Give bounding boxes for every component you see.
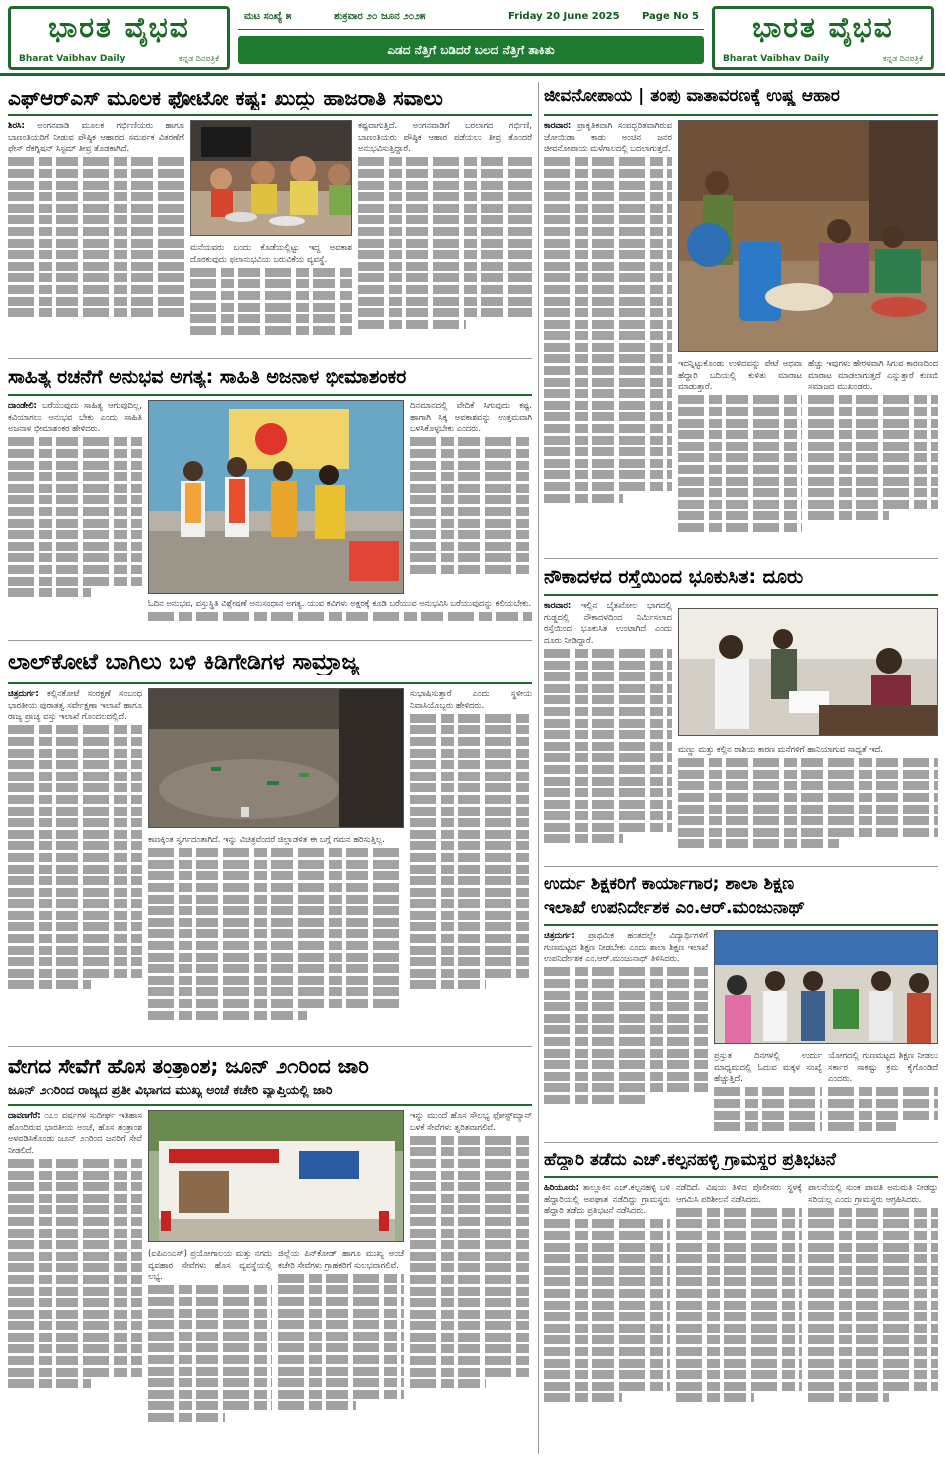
article-lead: ಅಂಗನವಾಡಿ ಮೂಲಕ ಗರ್ಭಿಣಿಯರು ಹಾಗೂ ಬಾಣಂತಿಯರಿಗೆ ನೀಡುವ ಪೌಷ್ಠಿಕ ಆಹಾರದ ಸಮರ್ಪಕ ವಿತರಣೆಗೆ ಫೇಸ್ ರೆಕಗ್ನಿಷನ್ ಸಿಸ್ಟಮ್ ತೀವ್ರ ತೊಡಕಾಗಿದೆ.	[8, 120, 184, 154]
article-highway-protest	[544, 1148, 938, 1454]
article-column-3	[358, 120, 532, 356]
headline-rule	[544, 594, 938, 596]
article-lead: ತಾಲ್ಲೂಕಿನ ಎಚ್.ಕಲ್ಪನಹಳ್ಳಿ ಬಳಿ ಹೆದ್ದಾರಿಯಲ್ಲಿ ಅಪಘಾತ ನಡೆದಿದ್ದು ಗ್ರಾಮಸ್ಥರು ಹೆದ್ದಾರಿ ತಡೆದು ಪ್ರತಿಭಟನೆ ನಡೆಸಿದರು.	[544, 1182, 670, 1216]
headline-rule	[544, 924, 938, 926]
issue-number: ಮಟ ಸಂಖ್ಯೆ ೫	[244, 11, 292, 22]
article-jeevanopaya	[544, 84, 938, 552]
article-column-2	[678, 358, 802, 552]
article-text: ಪ್ರಸ್ತುತ ದಿನಗಳಲ್ಲಿ ಉರ್ದು ಮಾಧ್ಯಮದಲ್ಲಿ ಓದುವ ಮಕ್ಕಳ ಸಂಖ್ಯೆ ಹೆಚ್ಚುತ್ತಿದೆ.	[714, 1050, 822, 1084]
article-column-3	[808, 358, 938, 552]
article-column-3	[808, 1182, 938, 1454]
section-divider	[8, 640, 532, 641]
article-headline: ಸಾಹಿತ್ಯ ರಚನೆಗೆ ಅನುಭವ ಅಗತ್ಯ: ಸಾಹಿತಿ ಅಜನಾಳ ಭೀಮಾಶಂಕರ	[8, 366, 407, 388]
dateline: ದಾಂಡೇಲಿ:	[8, 400, 37, 410]
section-divider	[544, 1142, 938, 1143]
article-column-1	[8, 688, 142, 1042]
article-column-3	[828, 1050, 938, 1138]
article-column-3	[148, 834, 404, 1042]
section-divider	[544, 866, 938, 867]
dateline: ಕಾರವಾರ:	[544, 600, 572, 610]
article-headline: ವೇಗದ ಸೇವೆಗೆ ಹೊಸ ತಂತ್ರಾಂಶ; ಜೂನ್ ೨೧ರಿಂದ ಜಾರಿ	[8, 1054, 369, 1078]
article-lalkote	[8, 646, 532, 1042]
article-column-2	[678, 744, 938, 862]
article-column-1	[544, 930, 708, 1138]
dateline: ಚಿತ್ರದುರ್ಗ:	[8, 688, 39, 698]
article-frs	[8, 84, 532, 356]
article-column-1	[8, 120, 184, 356]
article-naukadala	[544, 564, 938, 862]
article-column-3	[278, 1248, 404, 1454]
article-column-2	[148, 1248, 272, 1454]
article-headline: ಎಫ್‌ಆರ್‌ಎಸ್ ಮೂಲಕ ಫೋಟೋ ಕಷ್ಟ: ಖುದ್ದು ಹಾಜರಾತಿ ಸವಾಲು	[8, 86, 443, 110]
article-column-1	[544, 1182, 670, 1454]
article-column-2	[190, 242, 352, 356]
dateline: ಹಿರಿಯೂರು:	[544, 1182, 579, 1192]
logo-title: ಭಾರತ ವೈಭವ	[48, 11, 190, 44]
headline-rule	[8, 114, 532, 116]
article-headline: ಜೀವನೋಪಾಯ | ತಂಪು ವಾತಾವರಣಕ್ಕೆ ಉಷ್ಣ ಆಹಾರ	[544, 86, 840, 106]
section-divider	[8, 1046, 532, 1047]
slogan-banner: ಎಡದ ನೆತ್ತಿಗೆ ಬಡಿದರೆ ಬಲದ ನೆತ್ತಿಗೆ ತಾಕಿತು	[238, 36, 704, 64]
issue-info-bar	[238, 6, 704, 70]
page-number: Page No 5	[642, 11, 699, 22]
article-postal-software	[8, 1052, 532, 1454]
section-divider	[8, 358, 532, 359]
article-column-1	[8, 400, 142, 636]
logo-title: ಭಾರತ ವೈಭವ	[752, 11, 894, 44]
article-text: ಮಣ್ಣು ಮತ್ತು ಕಲ್ಲಿನ ರಾಶಿಯ ಕಾರಣ ಮನೆಗಳಿಗೆ ಹಾನಿಯಾಗುವ ಸಾಧ್ಯತೆ ಇದೆ.	[678, 744, 884, 754]
date-strip	[238, 6, 704, 30]
article-text: ಓದಿನ ಅನುಭವ, ವಸ್ತುಸ್ಥಿತಿ ವಿಶ್ಲೇಷಣೆ ಅನುಸಂಧಾನ ಅಗತ್ಯ. ಯುವ ಕವಿಗಳು ಅಕ್ಷರಕ್ಕೆ ಕೂಡಿ ಬರೆಯುವ ಅನುಭವಿಸಿ ಬರೆಯುವುದನ್ನು ಕಲಿಯಬೇಕು.	[148, 598, 532, 608]
article-column-4	[410, 1110, 532, 1454]
column-divider	[538, 82, 539, 1454]
article-column-2	[410, 688, 532, 1042]
logo-tagline: ಕನ್ನಡ ದಿನಪತ್ರಿಕೆ	[178, 54, 219, 63]
headline-rule	[544, 114, 938, 116]
article-text: ಹೆಚ್ಚು ಇವುಗಳು ಹೇರಳವಾಗಿ ಸಿಗುವ ಕಾರಣದಿಂದ ಮಾರಾಟ ಮಾಡಲಾಗುತ್ತದೆ ಎನ್ನುತ್ತಾರೆ ಕುಣಬಿ ಸಮಾಜದ ಮುಖಂಡರು.	[808, 358, 938, 392]
article-sahitya	[8, 364, 532, 636]
article-lead: ಬರೆಯುವುದು ಸಾಹಿತ್ಯ ಆಗುವುದಿಲ್ಲ, ಕವಿಯಾಗಲು ಅನುಭವ ಬೇಕು ಎಂದು ಸಾಹಿತಿ ಅಜನಾಳ ಭೀಮಾಶಂಕರ ಹೇಳಿದರು.	[8, 400, 142, 434]
article-text: (ಐಪಿಎಂಎಸ್) ಪ್ರಯೋಗಾಲಯ ಮತ್ತು ನಗದು ವ್ಯವಹಾರ ಸೇವೆಗಳು ಹೊಸ ವ್ಯವಸ್ಥೆಯಲ್ಲಿ ಲಭ್ಯ.	[148, 1248, 272, 1282]
headline-rule	[544, 1176, 938, 1178]
masthead	[0, 0, 945, 76]
article-column-1	[544, 120, 672, 552]
article-column-3	[148, 598, 532, 636]
article-headline-line-1: ಉರ್ದು ಶಿಕ್ಷಕರಿಗೆ ಕಾರ್ಯಾಗಾರ; ಶಾಲಾ ಶಿಕ್ಷಣ	[544, 874, 795, 894]
headline-rule	[8, 394, 532, 396]
article-lead: ೧೭೦ ವರ್ಷಗಳ ಸುದೀರ್ಘ ಇತಿಹಾಸ ಹೊಂದಿರುವ ಭಾರತೀಯ ಅಂಚೆ, ಹೊಸ ತಂತ್ರಾಂಶ ಅಳವಡಿಸಿಕೊಂಡು ಜೂನ್ ೨೧ರಿಂದ ಜನರಿಗೆ ಸೇವೆ ನೀಡಲಿದೆ.	[8, 1110, 142, 1155]
section-divider	[544, 558, 938, 559]
article-text: ಮನೆಯವರು ಬಂದು ಕೊಡೆಯಲ್ಲಿಟ್ಟು ಇದ್ದ ಅವಕಾಶ ದೊರಕುವುದು ಫಲಾನುಭವಿಯ ಬರುವಿಕೆಯ ವ್ಯವಸ್ಥೆ.	[190, 242, 352, 264]
article-urdu-workshop	[544, 872, 938, 1138]
dateline: ಚಿತ್ರದುರ್ಗ:	[544, 930, 575, 940]
article-text: ಇದನ್ನಿಟ್ಟುಕೊಂಡು ಉಳಿದವನ್ನು ಪೇಟೆ ಅಥವಾ ಹೆದ್ದಾರಿ ಬದಿಯಲ್ಲಿ ಕುಳಿತು ಮಾರಾಟ ಮಾಡುತ್ತಾರೆ.	[678, 358, 802, 392]
dateline: ಕಾರವಾರ:	[544, 120, 572, 130]
article-text: ಪಾಲನೆಯಲ್ಲಿ ಸುಂಕ ಪಾವತಿ ಅನುಮತಿ ನೀಡದ್ದು ಸರಿಯಲ್ಲ ಎಂದು ಗ್ರಾಮಸ್ಥರು ಆಗ್ರಹಿಸಿದರು.	[808, 1182, 938, 1204]
article-lead: ಇಲ್ಲಿನ ಬೈತಖೋಲ ಭಾಗದಲ್ಲಿ ಗುಡ್ಡದಲ್ಲಿ ನೌಕಾದಳದಿಂದ ನಿರ್ಮಿಸಲಾದ ರಸ್ತೆಯಿಂದ ಭೂಕುಸಿತ ಉಂಟಾಗಿದೆ ಎಂದು ದೂರು ನೀಡಿದ್ದಾರೆ.	[544, 600, 672, 645]
article-column-2	[714, 1050, 822, 1138]
article-lead: ಕಲ್ಲಿನಕೋಟೆ ಸಂರಕ್ಷಣೆ ಸಂಬಂಧ ಭಾರತೀಯ ಪುರಾತತ್ವ ಸರ್ವೇಕ್ಷಣಾ ಇಲಾಖೆ ಹಾಗೂ ರಾಜ್ಯ ಪ್ರಾಚ್ಯ ವಸ್ತು ಇಲಾಖೆ ಗೊಂದಲದಲ್ಲಿದೆ.	[8, 688, 142, 722]
headline-rule	[8, 682, 532, 684]
date-english: Friday 20 June 2025	[508, 11, 620, 22]
date-kannada: ಶುಕ್ರವಾರ ೨೦ ಜೂನ ೨೦೨೫	[334, 11, 426, 22]
article-column-1	[8, 1110, 142, 1454]
article-headline: ನೌಕಾದಳದ ರಸ್ತೆಯಿಂದ ಭೂಕುಸಿತ: ದೂರು	[544, 566, 804, 588]
logo-english-name: Bharat Vaibhav Daily	[19, 54, 126, 64]
dateline: ದಾವಣಗೆರೆ:	[8, 1110, 41, 1120]
article-text: ಯೋಗದಲ್ಲಿ ಗುಣಮಟ್ಟದ ಶಿಕ್ಷಣ ನೀಡಲು ಸರ್ಕಾರ ಸಾಕಷ್ಟು ಕ್ರಮ ಕೈಗೊಂಡಿದೆ ಎಂದರು.	[828, 1050, 938, 1084]
article-text: ಕಷ್ಟವಾಗುತ್ತಿದೆ. ಅಂಗನವಾಡಿಗೆ ಬರಲಾಗದ ಗರ್ಭಿಣಿ, ಬಾಣಂತಿಯರು ಪೌಷ್ಠಿಕ ಆಹಾರ ಪಡೆಯಲು ತೀವ್ರ ತೊಂದರೆ ಅನುಭವಿಸುತ್ತಿದ್ದಾರೆ.	[358, 120, 532, 154]
logo-english-name: Bharat Vaibhav Daily	[723, 54, 830, 64]
article-subheadline: ಜೂನ್ ೨೧ರಿಂದ ರಾಜ್ಯದ ಪ್ರತೀ ವಿಭಾಗದ ಮುಖ್ಯ ಅಂಚೆ ಕಚೇರಿ ವ್ಯಾಪ್ತಿಯಲ್ಲಿ ಜಾರಿ	[8, 1082, 333, 1097]
article-text: ಜಿಲ್ಲೆಯ ಪಿನ್‌ಕೋಡ್ ಹಾಗೂ ಮುಖ್ಯ ಅಂಚೆ ಕಚೇರಿ ಸೇವೆಗಳು ಗ್ರಾಹಕರಿಗೆ ಸುಲಭವಾಗಲಿವೆ.	[278, 1248, 404, 1270]
article-text: ಕಾಣಕ್ಕಿಂತ ಸ್ವರ್ಗದಂತಾಗಿದೆ. ಇನ್ನು ವಿಚಿತ್ರವೆಂದರೆ ಜಿಲ್ಲಾಡಳಿತ ಈ ಬಗ್ಗೆ ಗಮನ ಹರಿಸುತ್ತಿಲ್ಲ.	[148, 834, 385, 844]
article-column-1	[544, 600, 672, 862]
article-lead: ಪ್ರಾಥಮಿಕ ಹಂತದಲ್ಲೇ ವಿದ್ಯಾರ್ಥಿಗಳಿಗೆ ಗುಣಮಟ್ಟದ ಶಿಕ್ಷಣ ನೀಡಬೇಕು ಎಂದು ಶಾಲಾ ಶಿಕ್ಷಣ ಇಲಾಖೆ ಉಪನಿರ್ದೇಶಕ ಎಂ.ಆರ್.ಮಂಜುನಾಥ್ ತಿಳಿಸಿದರು.	[544, 930, 708, 964]
article-text: ಸುಭಾಷಿಸುತ್ತಾರೆ ಎಂದು ಸ್ಥಳೀಯ ನಿವಾಸಿಯೊಬ್ಬರು ಹೇಳಿದರು.	[410, 688, 532, 710]
article-text: ಇನ್ನು ಮುಂದೆ ಹೊಸ ಸೌಲಭ್ಯ ಫೋಸ್ಟ್‌ಮ್ಯಾನ್ ಬಳಕೆ ಸೇವೆಗಳು ತ್ವರಿತವಾಗಲಿವೆ.	[410, 1110, 532, 1132]
headline-rule	[8, 1104, 532, 1106]
article-text: ದಿನಮಾನದಲ್ಲಿ ವೇದಿಕೆ ಸಿಗುವುದು ಕಷ್ಟ. ಹಾಗಾಗಿ ಸಿಕ್ಕ ಅವಕಾಶವನ್ನು ಉತ್ತಮವಾಗಿ ಬಳಸಿಕೊಳ್ಳಬೇಕು ಎಂದರು.	[410, 400, 532, 434]
newspaper-logo-right	[712, 6, 934, 70]
article-text: ನಡೆದಿದೆ. ವಿಷಯ ತಿಳಿದ ಪೊಲೀಸರು ಸ್ಥಳಕ್ಕೆ ಆಗಮಿಸಿ ಪರಿಶೀಲನೆ ನಡೆಸಿದರು.	[676, 1182, 802, 1204]
article-column-2	[676, 1182, 802, 1454]
article-lead: ಪ್ರಾಕೃತಿಕವಾಗಿ ಸಂಪದ್ಭರಿತವಾಗಿರುವ ಜೋಯಿಡಾ ಕಾಡು ಅಂಚಿನ ಜನರ ಜೀವನೋಪಾಯ ಮಳೆಗಾಲದಲ್ಲಿ ಬದಲಾಗುತ್ತದೆ.	[544, 120, 672, 154]
newspaper-logo-left	[8, 6, 230, 70]
article-headline: ಹೆದ್ದಾರಿ ತಡೆದು ಎಚ್.ಕಲ್ಪನಹಳ್ಳಿ ಗ್ರಾಮಸ್ಥರ ಪ್ರತಿಭಟನೆ	[544, 1150, 836, 1170]
logo-tagline: ಕನ್ನಡ ದಿನಪತ್ರಿಕೆ	[882, 54, 923, 63]
dateline: ಶಿರಸಿ:	[8, 120, 25, 130]
article-headline: ಲಾಲ್‌ಕೋಟೆ ಬಾಗಿಲು ಬಳಿ ಕಿಡಿಗೇಡಿಗಳ ಸಾಮ್ರಾಜ್ಯ	[8, 650, 360, 675]
article-column-2	[410, 400, 532, 596]
article-headline-line-2: ಇಲಾಖೆ ಉಪನಿರ್ದೇಶಕ ಎಂ.ಆರ್.ಮಂಜುನಾಥ್	[544, 898, 805, 918]
